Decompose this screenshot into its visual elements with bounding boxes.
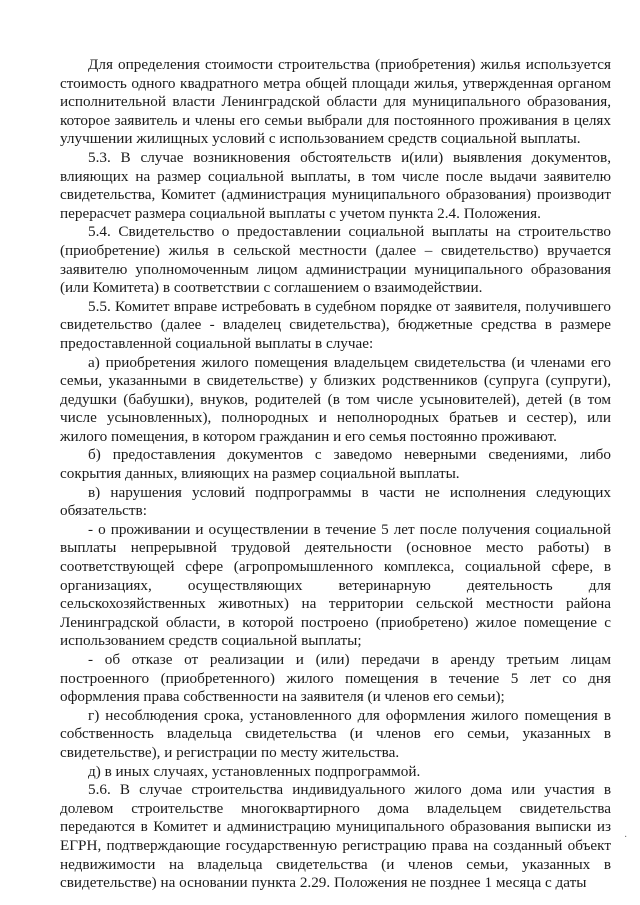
document-body	[60, 56, 611, 893]
paragraph-5-5-d: д) в иных случаях, установленных подпрограммой.	[88, 762, 421, 780]
paragraph-5-5-a: а) приобретения жилого помещения владельцем свидетельства (и членами его семьи, указанными в свидетельстве) у близких родственников (супруга (супруги), дедушки (бабушки), внуков, родителей (в том числе усыновителей), детей (в том числе усыновленных), полнородных и неполнородных братьев и сестер), или жилого помещения, в котором гражданин и его семья постоянно проживают.	[60, 353, 611, 445]
paragraph-5-3: 5.3. В случае возникновения обстоятельств и(или) выявления документов, влияющих на размер социальной выплаты, в том числе после выдачи заявителю свидетельства, Комитет (администрация муниципального образования) производит перерасчет размера социальной выплаты с учетом пункта 2.4. Положения.	[60, 148, 611, 222]
paragraph-5-5: 5.5. Комитет вправе истребовать в судебном порядке от заявителя, получившего свидетельство (далее - владелец свидетельства), бюджетные средства в размере предоставленной социальной выплаты в случае:	[60, 297, 611, 352]
paragraph-5-5-v: в) нарушения условий подпрограммы в части не исполнения следующих обязательств:	[60, 483, 611, 520]
paragraph-residence-obligation: - о проживании и осуществлении в течение 5 лет после получения социальной выплаты непрерывной трудовой деятельности (основное место работы) в соответствующей сфере (агропромышленного комплекса, социальной сфере, в организациях, осуществляющих ветеринарную деятельность для сельскохозяйственных животных) на территории сельской местности района Ленинградской области, в которой построено (приобретено) жилое помещение с использованием средств социальной выплаты;	[60, 520, 611, 650]
paragraph-5-5-g: г) несоблюдения срока, установленного для оформления жилого помещения в собственность владельца свидетельства (и членов его семьи, указанных в свидетельстве), и регистрации по месту жительства.	[60, 706, 611, 761]
paragraph-5-4: 5.4. Свидетельство о предоставлении социальной выплаты на строительство (приобретение) жилья в сельской местности (далее – свидетельство) вручается заявителю уполномоченным лицом администрации муниципального образования (или Комитета) в соответствии с соглашением о взаимодействии.	[60, 223, 611, 297]
scan-speck: ·	[624, 832, 628, 843]
paragraph-rent-obligation: - об отказе от реализации и (или) передачи в аренду третьим лицам построенного (приобретенного) жилого помещения в течение 5 лет со дня оформления права собственности на заявителя (и членов его семьи);	[60, 651, 611, 706]
paragraph-5-6: 5.6. В случае строительства индивидуального жилого дома или участия в долевом строительстве многоквартирного дома владельцем свидетельства передаются в Комитет и администрацию муниципального образования выписки из ЕГРН, подтверждающие государственную регистрацию права на созданный объект недвижимости на владельца свидетельства (и членов семьи, указанных в свидетельстве) на основании пункта 2.29. Положения не позднее 1 месяца с даты	[60, 781, 611, 892]
paragraph-cost-definition: Для определения стоимости строительства (приобретения) жилья используется стоимость одного квадратного метра общей площади жилья, утвержденная органом исполнительной власти Ленинградской области для муниципального образования, которое заявитель и члены его семьи выбрали для постоянного проживания в целях улучшении жилищных условий с использованием средств социальной выплаты.	[60, 56, 611, 148]
paragraph-5-5-b: б) предоставления документов с заведомо неверными сведениями, либо сокрытия данных, влияющих на размер социальной выплаты.	[60, 446, 611, 483]
